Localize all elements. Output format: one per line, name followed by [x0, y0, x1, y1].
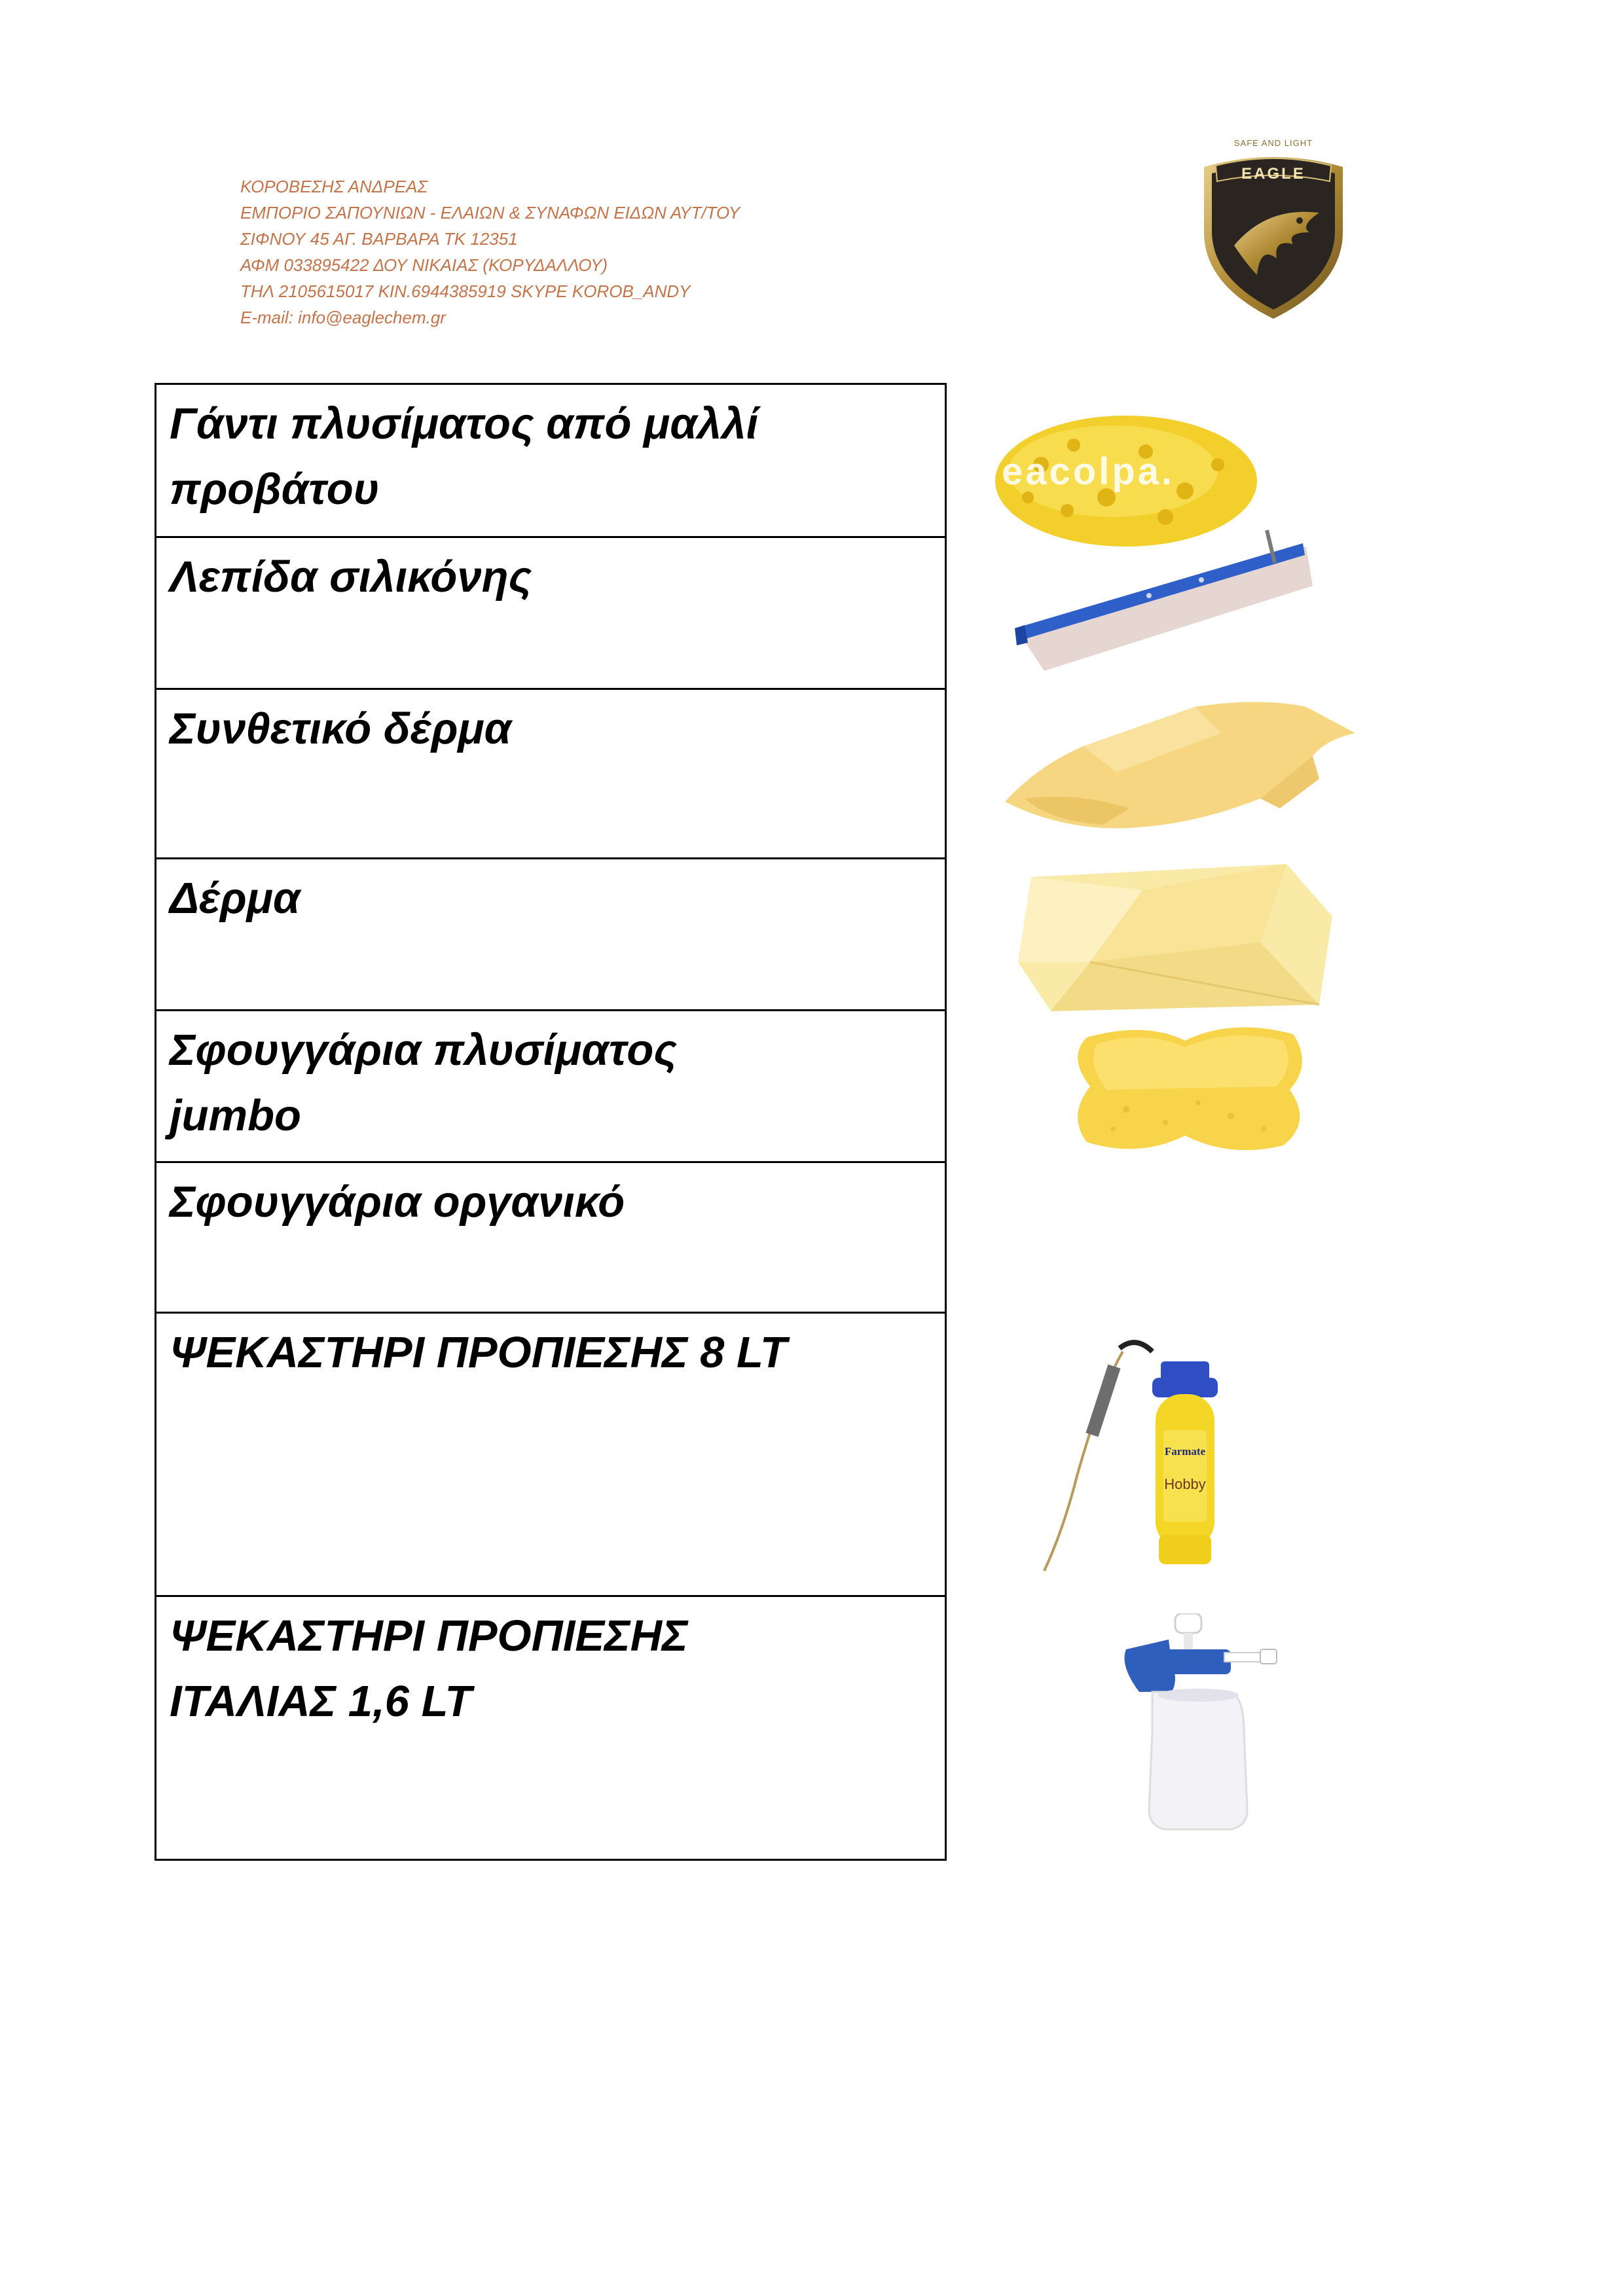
product-cell: [156, 1313, 946, 1596]
pressure-sprayer-8lt-image: [1038, 1332, 1234, 1584]
product-cell: [156, 537, 946, 689]
table-row: [156, 1313, 946, 1596]
sprayer-brand-label: Farmate: [1164, 1445, 1206, 1458]
company-tax-id: ΑΦΜ 033895422 ΔΟΥ ΝΙΚΑΙΑΣ (ΚΟΡΥΔΑΛΛΟΥ): [240, 255, 608, 275]
logo-tagline: SAFE AND LIGHT: [1233, 138, 1313, 148]
table-row: [156, 384, 946, 537]
eagle-logo: [1195, 134, 1352, 321]
sprayer-model-label: Hobby: [1164, 1476, 1206, 1492]
company-phone: ΤΗΛ 2105615017 ΚΙΝ.6944385919 SKYPE KOROB_ANDY: [240, 281, 691, 301]
product-cell: [156, 1162, 946, 1313]
letterhead: [240, 173, 1091, 331]
chamois-leather-image: [1012, 864, 1339, 1014]
product-cell: [156, 859, 946, 1011]
product-name: Δέρμα: [170, 874, 301, 923]
product-cell: [156, 1011, 946, 1162]
table-row: [156, 1162, 946, 1313]
table-row: [156, 537, 946, 689]
product-name: Σφουγγάρια πλυσίματος jumbo: [170, 1026, 677, 1140]
product-cell: [156, 384, 946, 537]
products-table: [155, 383, 947, 1861]
company-name: ΚΟΡΟΒΕΣΗΣ ΑΝΔΡΕΑΣ: [240, 177, 428, 196]
company-address: ΣΙΦΝΟΥ 45 ΑΓ. ΒΑΡΒΑΡΑ ΤΚ 12351: [240, 229, 518, 249]
pressure-sprayer-1-6lt-image: [1100, 1613, 1283, 1833]
company-email: E-mail: info@eaglechem.gr: [240, 308, 446, 327]
table-row: [156, 1596, 946, 1860]
company-activity: ΕΜΠΟΡΙΟ ΣΑΠΟΥΝΙΩΝ - ΕΛΑΙΩΝ & ΣΥΝΑΦΩΝ ΕΙΔΩΝ ΑΥΤ/ΤΟΥ: [240, 203, 740, 223]
product-name: ΨΕΚΑΣΤΗΡΙ ΠΡΟΠΙΕΣΗΣ 8 LT: [170, 1328, 787, 1377]
product-cell: [156, 689, 946, 859]
product-name: Λεπίδα σιλικόνης: [170, 552, 532, 601]
product-name: Γάντι πλυσίματος από μαλλί προβάτου: [170, 399, 759, 514]
logo-brand: EAGLE: [1241, 165, 1305, 183]
product-cell: [156, 1596, 946, 1860]
table-row: [156, 859, 946, 1011]
synthetic-chamois-image: [998, 694, 1362, 834]
silicone-blade-image: [1005, 524, 1326, 681]
product-name: ΨΕΚΑΣΤΗΡΙ ΠΡΟΠΙΕΣΗΣ ΙΤΑΛΙΑΣ 1,6 LT: [170, 1611, 688, 1726]
table-row: [156, 689, 946, 859]
product-name: Συνθετικό δέρμα: [170, 704, 512, 753]
table-row: [156, 1011, 946, 1162]
jumbo-sponge-image: [1067, 1018, 1313, 1155]
image-watermark: eacolpa.: [1002, 450, 1175, 493]
product-name: Σφουγγάρια οργανικό: [170, 1177, 625, 1227]
